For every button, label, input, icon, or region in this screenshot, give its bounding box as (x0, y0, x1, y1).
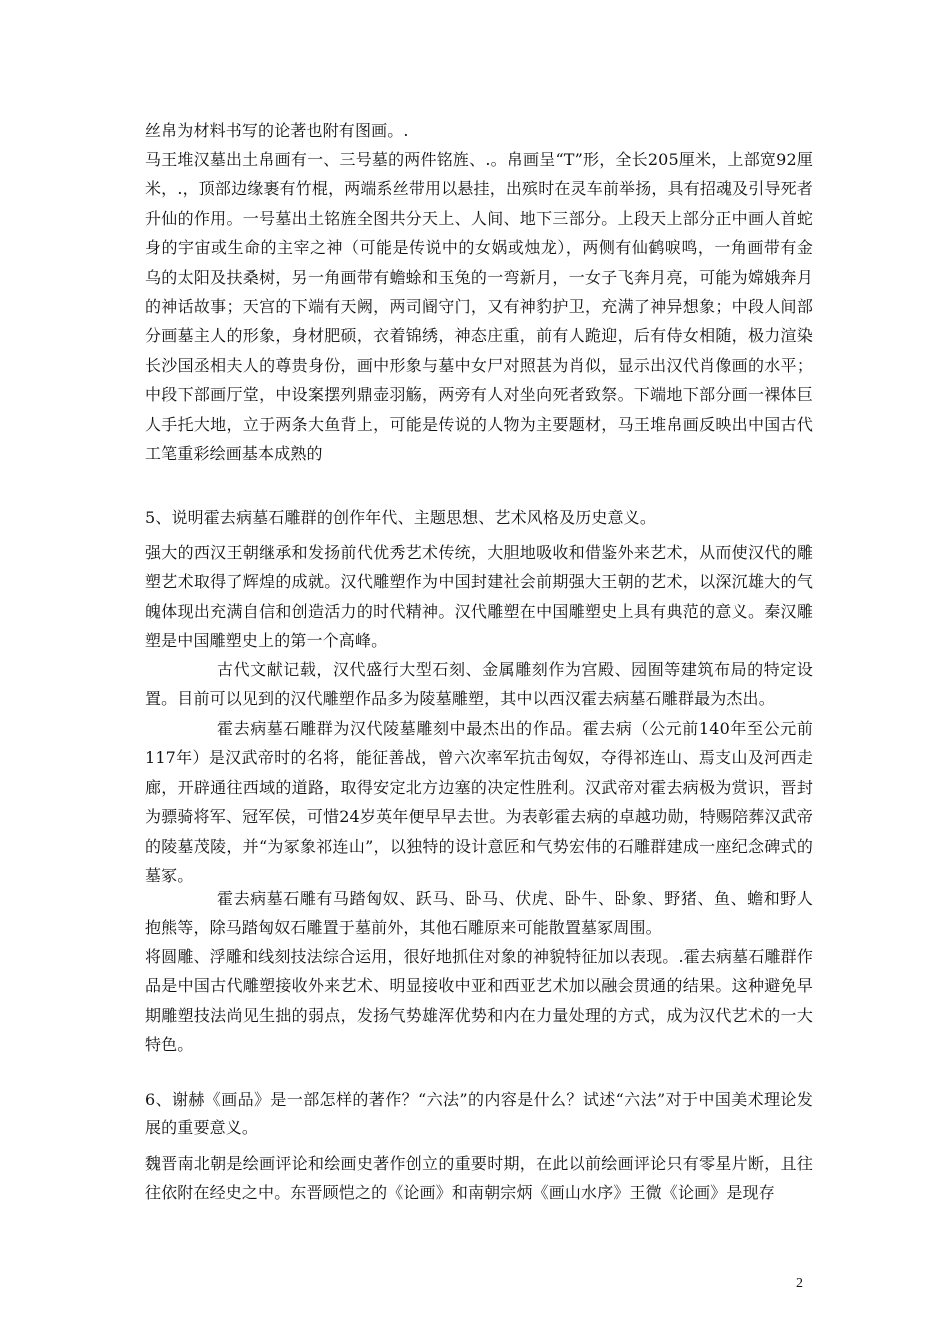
paragraph-ancient-records: 古代文献记载，汉代盛行大型石刻、金属雕刻作为宫殿、园囿等建筑布局的特定设置。目前可以见到的汉代雕塑作品多为陵墓雕塑，其中以西汉霍去病墓石雕群最为杰出。 (145, 660, 813, 709)
paragraph-carving-techniques: 将圆雕、浮雕和线刻技法综合运用，很好地抓住对象的神貌特征加以表现。.霍去病墓石雕群作品是中国古代雕塑接收外来艺术、明显接收中亚和西亚艺术加以融会贯通的结果。这种避免早期雕塑技法尚见生拙的弱点，发扬气势雄浑优势和内在力量处理的方式，成为汉代艺术的一大特色。 (145, 947, 813, 1055)
question-5: 5、说明霍去病墓石雕群的创作年代、主题思想、艺术风格及历史意义。 (145, 508, 656, 527)
paragraph-huo-qubing-biography: 霍去病墓石雕群为汉代陵墓雕刻中最杰出的作品。霍去病（公元前140年至公元前117年）是汉武帝时的名将，能征善战，曾六次率军抗击匈奴，夺得祁连山、焉支山及河西走廊，开辟通往西域的道路，取得安定北方边塞的决定性胜利。汉武帝对霍去病极为赏识，晋封为骠骑将军、冠军侯，可惜24岁英年便早早去世。为表彰霍去病的卓越功勋，特赐陪葬汉武帝的陵墓茂陵，并“为冢象祁连山”，以独特的设计意匠和气势宏伟的石雕群建成一座纪念碑式的墓冢。 (145, 719, 813, 886)
paragraph-painting-theory: 魏晋南北朝是绘画评论和绘画史著作创立的重要时期，在此以前绘画评论只有零星片断，且往往依附在经史之中。东晋顾恺之的《论画》和南朝宗炳《画山水序》王微《论画》是现存 (145, 1154, 813, 1203)
paragraph-han-sculpture-intro: 强大的西汉王朝继承和发扬前代优秀艺术传统，大胆地吸收和借鉴外来艺术，从而使汉代的雕塑艺术取得了辉煌的成就。汉代雕塑作为中国封建社会前期强大王朝的艺术，以深沉雄大的气魄体现出充满自信和创造活力的时代精神。汉代雕塑在中国雕塑史上具有典范的意义。秦汉雕塑是中国雕塑史上的第一个高峰。 (145, 543, 813, 651)
question-6: 6、谢赫《画品》是一部怎样的著作？“六法”的内容是什么？试述“六法”对于中国美术理论发展的重要意义。 (145, 1090, 813, 1137)
paragraph-stone-carvings-list: 霍去病墓石雕有马踏匈奴、跃马、卧马、伏虎、卧牛、卧象、野猪、鱼、蟾和野人抱熊等，除马踏匈奴石雕置于墓前外，其他石雕原来可能散置墓冢周围。 (145, 889, 813, 938)
paragraph-mawangdui-silk-painting: 马王堆汉墓出土帛画有一、三号墓的两件铭旌、.。帛画呈“T”形，全长205厘米，上部宽92厘米，.，顶部边缘裹有竹棍，两端系丝带用以悬挂，出殡时在灵车前举扬，具有招魂及引导死者升仙的作用。一号墓出土铭旌全图共分天上、人间、地下三部分。上段天上部分正中画人首蛇身的宇宙或生命的主宰之神（可能是传说中的女娲或烛龙），两侧有仙鹤唳鸣，一角画带有金乌的太阳及扶桑树，另一角画带有蟾蜍和玉兔的一弯新月，一女子飞奔月亮，可能为嫦娥奔月的神话故事；天宫的下端有天阙，两司阍守门，又有神豹护卫，充满了神异想象；中段人间部分画墓主人的形象，身材肥硕，衣着锦绣，神态庄重，前有人跪迎，后有侍女相随，极力渲染长沙国丞相夫人的尊贵身份，画中形象与墓中女尸对照甚为肖似，显示出汉代肖像画的水平；中段下部画厅堂，中设案摆列鼎壶羽觞，两旁有人对坐向死者致祭。下端地下部分画一裸体巨人手托大地，立于两条大鱼背上，可能是传说的人物为主要题材，马王堆帛画反映出中国古代工笔重彩绘画基本成熟的 (145, 150, 813, 464)
page-number: 2 (796, 1276, 803, 1291)
paragraph-silk-materials: 丝帛为材料书写的论著也附有图画。. (145, 121, 409, 140)
